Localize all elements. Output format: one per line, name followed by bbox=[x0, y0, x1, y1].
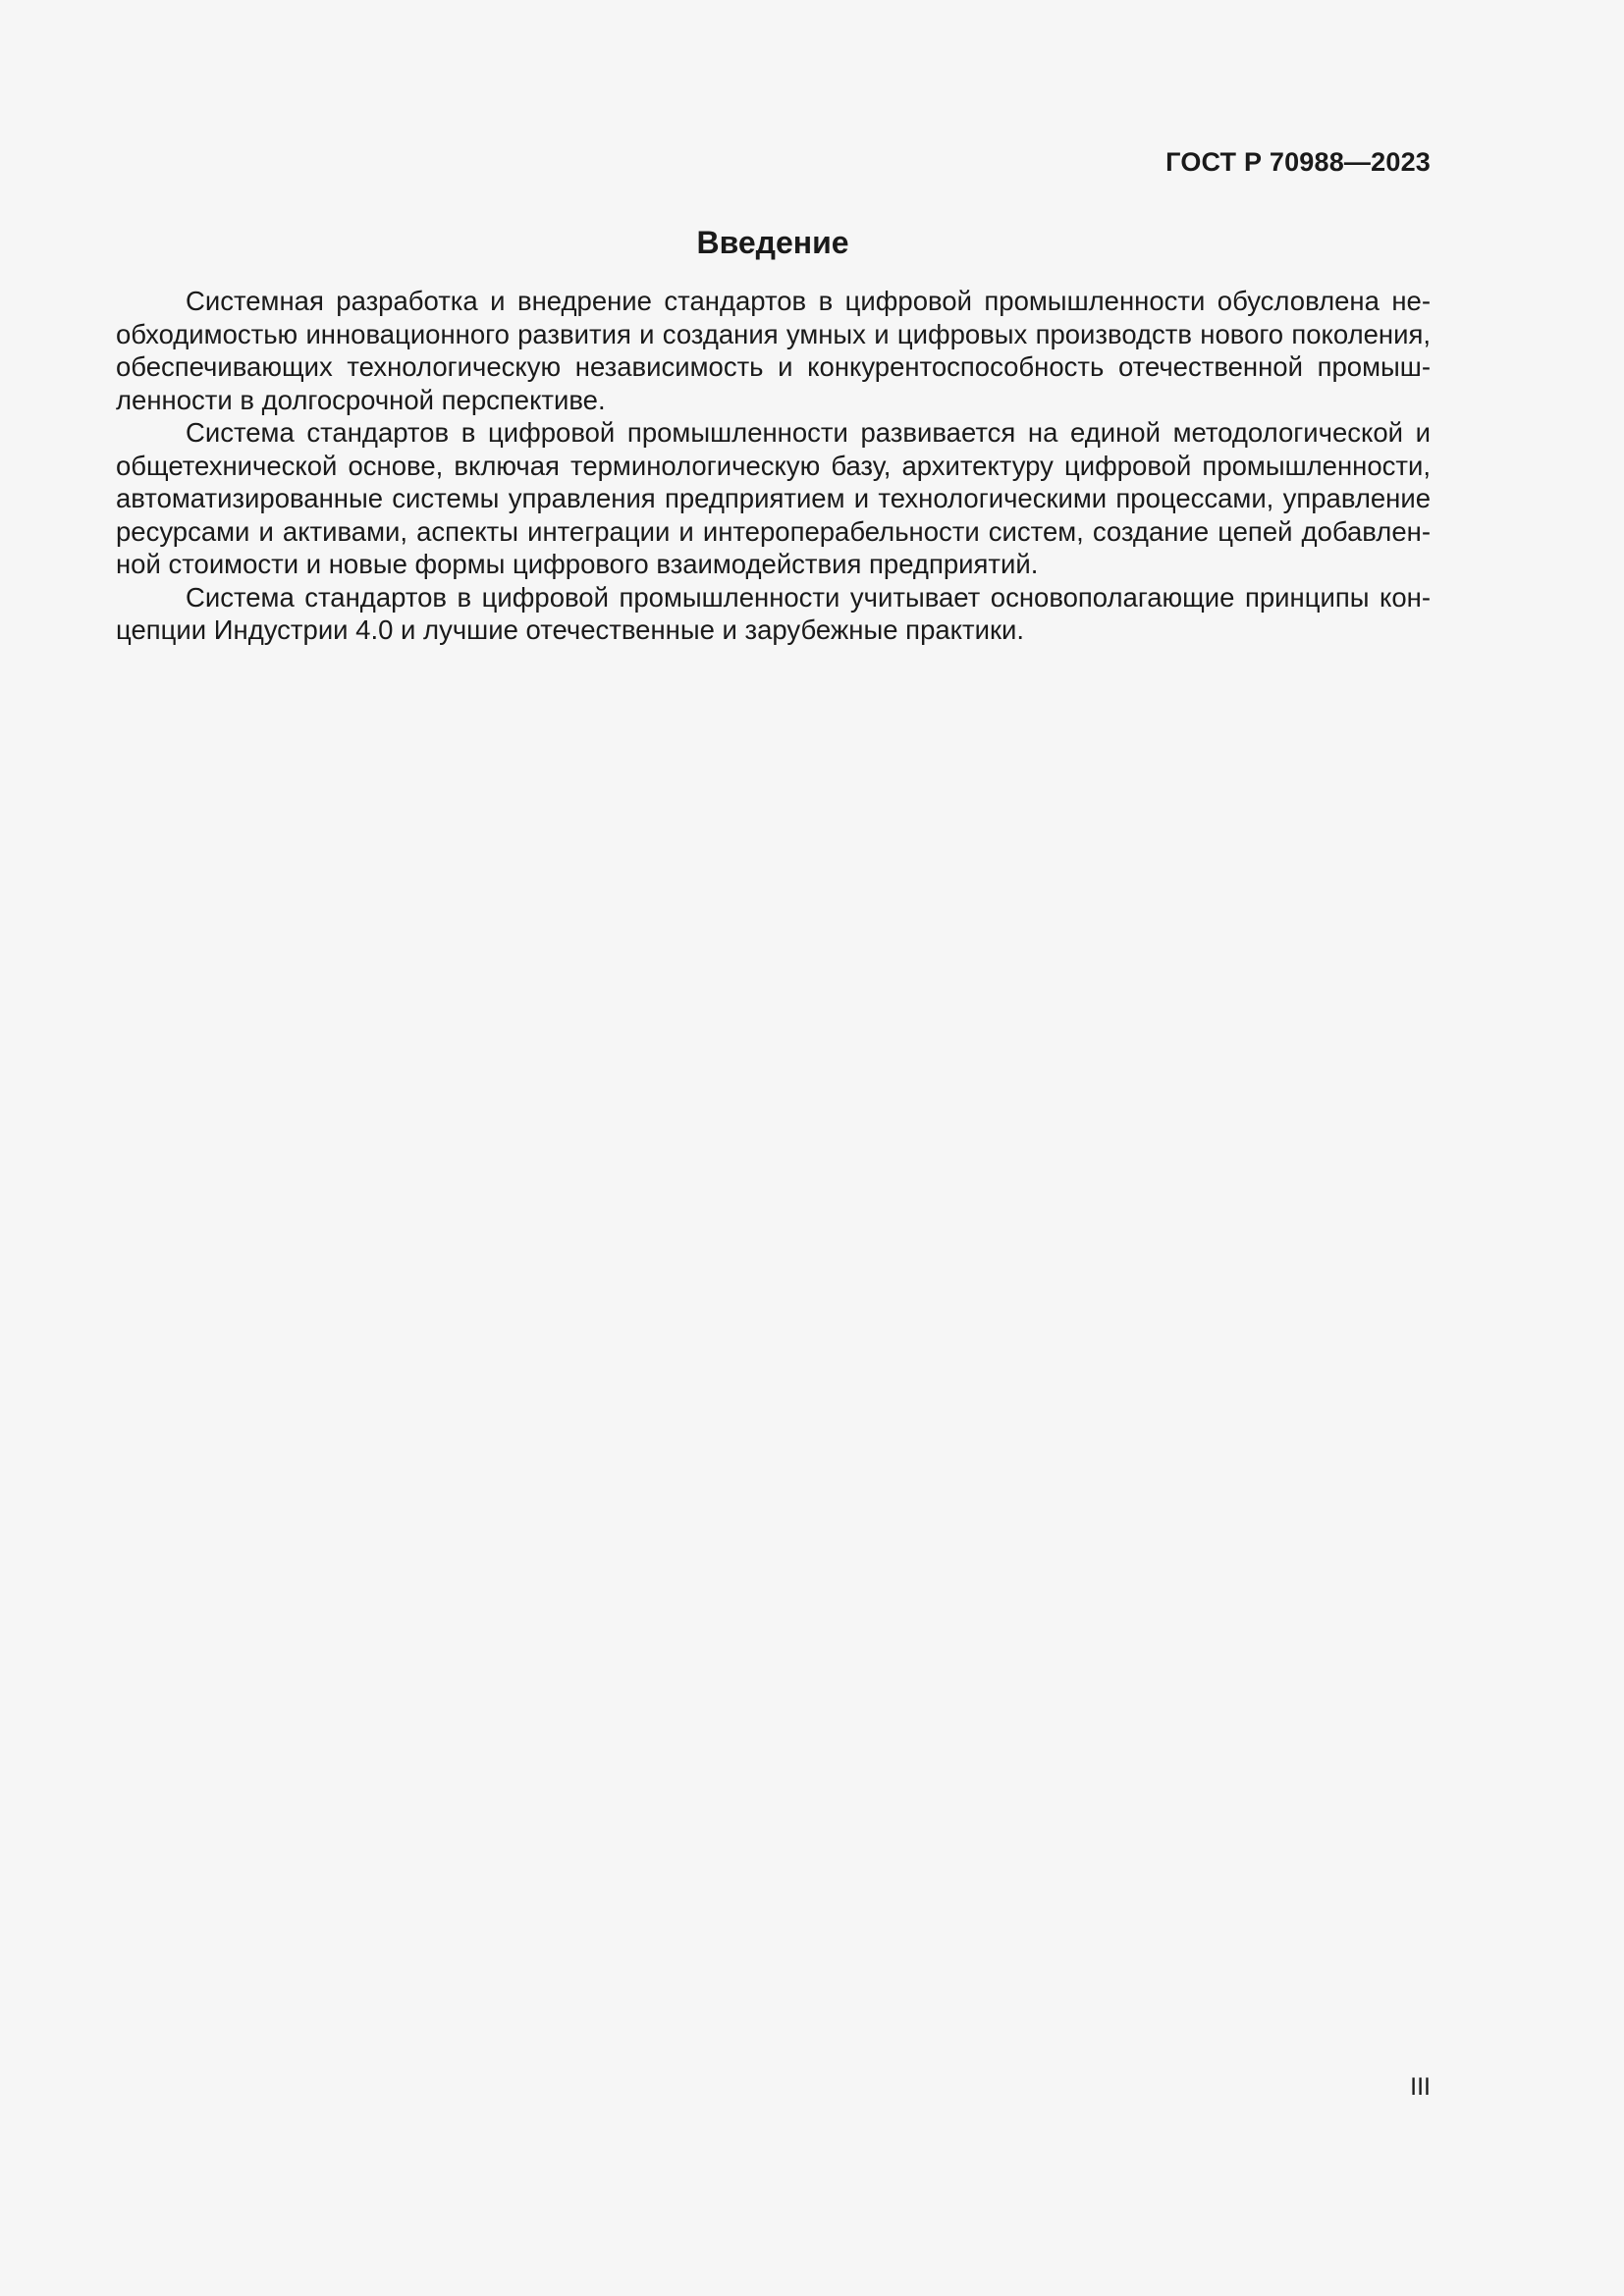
paragraph: Система стандартов в цифровой промышленности учитывает основополагающие принципы концепции Индустрии 4.0 и лучшие отечественные и зарубежные практики. bbox=[116, 581, 1431, 645]
document-code: ГОСТ Р 70988—2023 bbox=[1165, 147, 1431, 177]
paragraph: Система стандартов в цифровой промышленности развивается на единой методологической и общетехнической основе, включая терминологическую базу, архитектуру цифровой промышленности, автоматизированные системы управления предприятием и технологическими процессами, управление ресурсами и активами, аспекты интеграции и интероперабельности систем, создание цепей добавленной стоимости и новые формы цифрового взаимодействия предприятий. bbox=[116, 417, 1431, 579]
paragraph: Системная разработка и внедрение стандартов в цифровой промышленности обусловлена необходимостью инновационного развития и создания умных и цифровых производств нового поколения, обеспечивающих технологическую независимость и конкурентоспособность отечественной промышленности в долгосрочной перспективе. bbox=[116, 286, 1431, 415]
page-number: III bbox=[1410, 2073, 1431, 2101]
section-body bbox=[116, 285, 1431, 647]
section-title: Введение bbox=[696, 225, 849, 260]
